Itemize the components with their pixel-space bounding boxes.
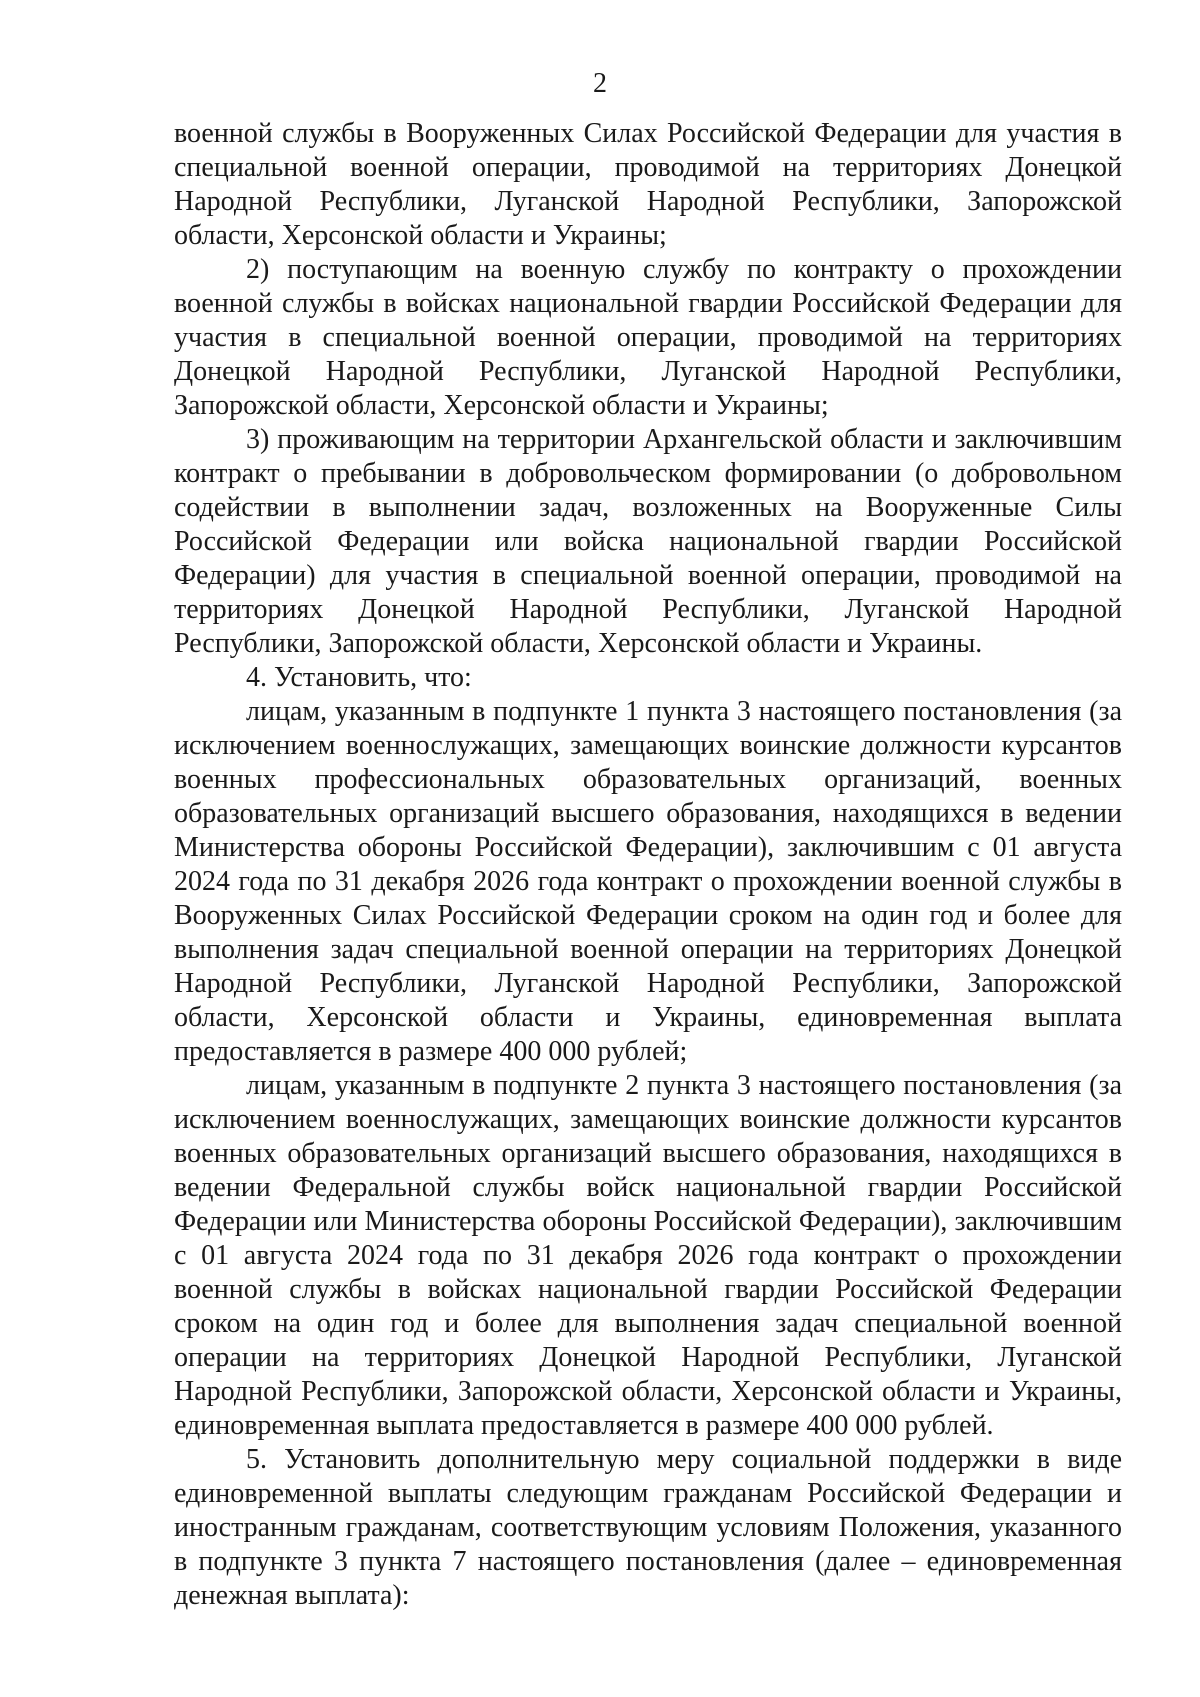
- paragraph-item-3: 3) проживающим на территории Архангельской области и заключившим контракт о пребывании в добровольческом формировании (о добровольном содействии в выполнении задач, возложенных на Вооруженные Силы Российской Федерации или войска национальной гвардии Российской Федерации) для участия в специальной военной операции, проводимой на территориях Донецкой Народной Республики, Луганской Народной Республики, Запорожской области, Херсонской области и Украины.: [174, 424, 1122, 659]
- paragraph-point-4-heading: 4. Установить, что:: [246, 662, 472, 693]
- paragraph-point-4-subpoint-2: лицам, указанным в подпункте 2 пункта 3 настоящего постановления (за исключением военнослужащих, замещающих воинские должности курсантов военных образовательных организаций высшего образования, находящихся в ведении Федеральной службы войск национальной гвардии Российской Федерации или Министерства обороны Российской Федерации), заключившим с 01 августа 2024 года по 31 декабря 2026 года контракт о прохождении военной службы в войсках национальной гвардии Российской Федерации сроком на один год и более для выполнения задач специальной военной операции на территориях Донецкой Народной Республики, Луганской Народной Республики, Запорожской области, Херсонской области и Украины, единовременная выплата предоставляется в размере 400 000 рублей.: [174, 1070, 1122, 1441]
- paragraph-point-4-subpoint-1: лицам, указанным в подпункте 1 пункта 3 настоящего постановления (за исключением военнослужащих, замещающих воинские должности курсантов военных профессиональных образовательных организаций, военных образовательных организаций высшего образования, находящихся в ведении Министерства обороны Российской Федерации), заключившим с 01 августа 2024 года по 31 декабря 2026 года контракт о прохождении военной службы в Вооруженных Силах Российской Федерации сроком на один год и более для выполнения задач специальной военной операции на территориях Донецкой Народной Республики, Луганской Народной Республики, Запорожской области, Херсонской области и Украины, единовременная выплата предоставляется в размере 400 000 рублей;: [174, 696, 1122, 1067]
- paragraph-item-2: 2) поступающим на военную службу по контракту о прохождении военной службы в войсках национальной гвардии Российской Федерации для участия в специальной военной операции, проводимой на территориях Донецкой Народной Республики, Луганской Народной Республики, Запорожской области, Херсонской области и Украины;: [174, 254, 1122, 421]
- document-body: [174, 117, 1122, 1613]
- paragraph-point-5: 5. Установить дополнительную меру социальной поддержки в виде единовременной выплаты следующим гражданам Российской Федерации и иностранным гражданам, соответствующим условиям Положения, указанного в подпункте 3 пункта 7 настоящего постановления (далее – единовременная денежная выплата):: [174, 1444, 1122, 1611]
- page-number: 2: [593, 68, 607, 99]
- paragraph-continuation: военной службы в Вооруженных Силах Российской Федерации для участия в специальной военной операции, проводимой на территориях Донецкой Народной Республики, Луганской Народной Республики, Запорожской области, Херсонской области и Украины;: [174, 118, 1122, 251]
